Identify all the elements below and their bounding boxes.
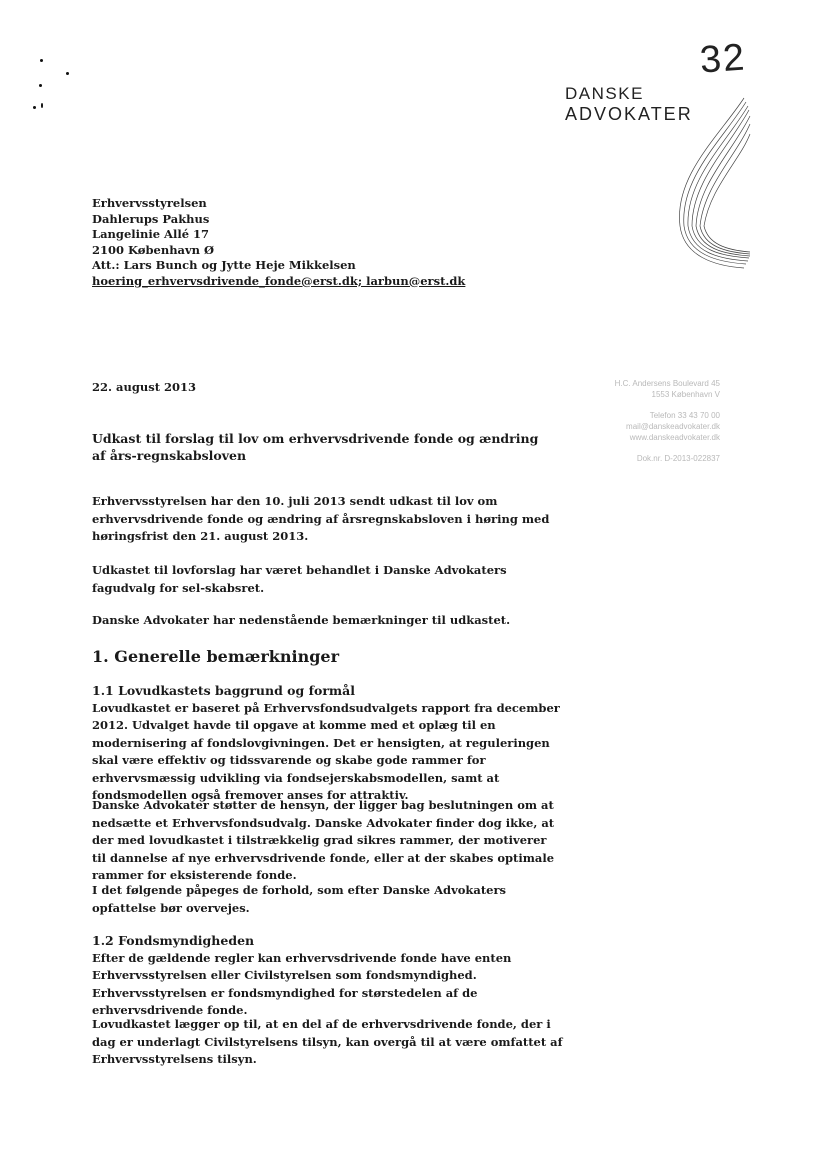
recipient-address [92, 196, 465, 289]
sender-web: www.danskeadvokater.dk [629, 433, 720, 442]
subsection-heading-background: 1.1 Lovudkastets baggrund og formål [92, 683, 355, 698]
document-number: Dok.nr. D-2013-022837 [636, 454, 720, 463]
subsection-authority [92, 932, 564, 1020]
margin-mark [39, 84, 42, 87]
sender-address1: H.C. Andersens Boulevard 45 [614, 379, 720, 388]
sender-email: mail@danskeadvokater.dk [626, 422, 720, 431]
paragraph-background: Lovudkastet er baseret på Erhvervsfondsudvalgets rapport fra december 2012. Udvalget havde til opgave at komme med et oplæg til en modernisering af fondslovgivningen. Det er hensigten, at reguleringen skal være effektiv og tidssvarende og skabe gode rammer for erhvervsmæssig udvikling via fondsejerskabsmodellen, samt at fondsmodellen også fremover anses for attraktiv. [92, 700, 560, 802]
recipient-org: Erhvervsstyrelsen [92, 196, 207, 210]
sender-address2: 1553 København V [651, 390, 720, 399]
margin-mark [66, 72, 69, 75]
paragraph-authority: Efter de gældende regler kan erhvervsdrivende fonde have enten Erhvervsstyrelsen eller Civilstyrelsen som fondsmyndighed. Erhvervsstyrelsen er fondsmyndighed for størstedelen af de erhvervsdrivende fonde. [92, 950, 512, 1017]
paragraph-remarks: Danske Advokater har nedenstående bemærkninger til udkastet. [92, 613, 511, 627]
sender-phone: Telefon 33 43 70 00 [649, 411, 720, 420]
handwritten-page-number: 32 [698, 36, 748, 82]
recipient-street: Langelinie Allé 17 [92, 227, 210, 241]
recipient-emails[interactable]: hoering_erhvervsdrivende_fonde@erst.dk; larbun@erst.dk [92, 273, 466, 288]
paragraph-intro: Erhvervsstyrelsen har den 10. juli 2013 sendt udkast til lov om erhvervsdrivende fonde og ændring af årsregnskabsloven i høring med høringsfrist den 21. august 2013. [92, 494, 550, 543]
recipient-building: Dahlerups Pakhus [92, 211, 210, 226]
paragraph-considerations: I det følgende påpeges de forhold, som efter Danske Advokaters opfattelse bør overvejes. [92, 883, 507, 915]
margin-mark [41, 103, 43, 108]
logo-line1: DANSKE [565, 84, 644, 103]
paragraph-committee: Udkastet til lovforslag har været behandlet i Danske Advokaters fagudvalg for sel-skabsret. [92, 563, 507, 595]
subsection-background [92, 682, 564, 805]
margin-mark [40, 59, 43, 62]
paragraph-support: Danske Advokater støtter de hensyn, der ligger bag beslutningen om at nedsætte et Erhvervsfondsudvalg. Danske Advokater finder dog ikke, at der med lovudkastet i tilstrækkelig grad sikres rammer, der motiverer til dannelse af nye erhvervsdrivende fonde, eller at der skabes optimale rammer for eksisterende fonde. [92, 798, 555, 882]
logo-swirl-graphic [664, 96, 754, 276]
recipient-attention: Att.: Lars Bunch og Jytte Heje Mikkelsen [92, 258, 356, 272]
recipient-city: 2100 København Ø [92, 242, 215, 257]
margin-mark [33, 106, 36, 109]
subsection-heading-authority: 1.2 Fondsmyndigheden [92, 933, 255, 948]
section-heading-general: 1. Generelle bemærkninger [92, 647, 339, 666]
letter-date: 22. august 2013 [92, 380, 197, 394]
subject-line: Udkast til forslag til lov om erhvervsdrivende fonde og ændring af års-regnskabsloven [92, 431, 539, 463]
paragraph-transfer: Lovudkastet lægger op til, at en del af de erhvervsdrivende fonde, der i dag er underlagt Civilstyrelsens tilsyn, kan overgå til at være omfattet af Erhvervsstyrelsens tilsyn. [92, 1017, 563, 1066]
sender-contact-info [560, 378, 720, 464]
logo-line2: ADVOKATER [565, 104, 693, 124]
